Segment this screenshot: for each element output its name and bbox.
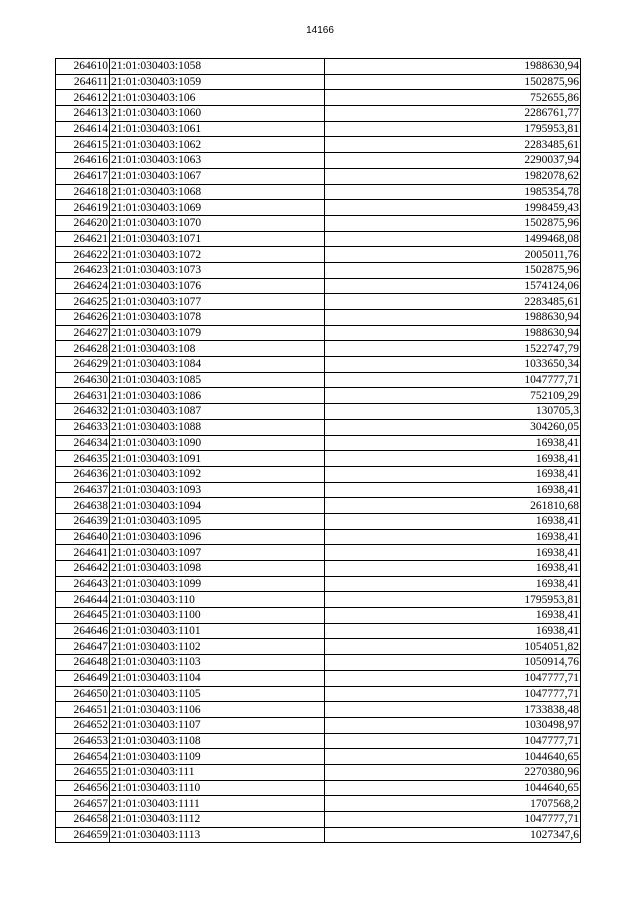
table-row (56, 137, 581, 153)
row-number-cell: 264643 (56, 576, 110, 592)
table-row (56, 435, 581, 451)
cadastral-number-cell: 21:01:030403:1111 (110, 796, 325, 812)
cadastral-value-cell: 1795953,81 (325, 121, 581, 137)
table-body (56, 59, 581, 843)
cadastral-number-cell: 21:01:030403:1095 (110, 513, 325, 529)
cadastral-number-cell: 21:01:030403:110 (110, 592, 325, 608)
table-row (56, 388, 581, 404)
cadastral-number-cell: 21:01:030403:1091 (110, 451, 325, 467)
cadastral-number-cell: 21:01:030403:1096 (110, 529, 325, 545)
row-number-cell: 264615 (56, 137, 110, 153)
cadastral-value-cell: 1044640,65 (325, 749, 581, 765)
row-number-cell: 264613 (56, 106, 110, 122)
row-number-cell: 264635 (56, 451, 110, 467)
cadastral-value-cell: 1499468,08 (325, 231, 581, 247)
cadastral-value-cell: 1988630,94 (325, 59, 581, 75)
cadastral-number-cell: 21:01:030403:1086 (110, 388, 325, 404)
row-number-cell: 264647 (56, 639, 110, 655)
cadastral-value-cell: 2005011,76 (325, 247, 581, 263)
table-row (56, 404, 581, 420)
row-number-cell: 264655 (56, 764, 110, 780)
cadastral-value-cell: 2290037,94 (325, 153, 581, 169)
cadastral-number-cell: 21:01:030403:108 (110, 341, 325, 357)
row-number-cell: 264651 (56, 702, 110, 718)
cadastral-number-cell: 21:01:030403:1092 (110, 466, 325, 482)
row-number-cell: 264648 (56, 655, 110, 671)
cadastral-number-cell: 21:01:030403:1059 (110, 74, 325, 90)
table-row (56, 608, 581, 624)
cadastral-number-cell: 21:01:030403:1068 (110, 184, 325, 200)
cadastral-number-cell: 21:01:030403:106 (110, 90, 325, 106)
cadastral-value-cell: 16938,41 (325, 482, 581, 498)
cadastral-number-cell: 21:01:030403:1103 (110, 655, 325, 671)
row-number-cell: 264620 (56, 215, 110, 231)
table-row (56, 482, 581, 498)
cadastral-value-cell: 1733838,48 (325, 702, 581, 718)
cadastral-value-cell: 16938,41 (325, 608, 581, 624)
row-number-cell: 264627 (56, 325, 110, 341)
cadastral-number-cell: 21:01:030403:1076 (110, 278, 325, 294)
cadastral-value-cell: 1574124,06 (325, 278, 581, 294)
cadastral-number-cell: 21:01:030403:1108 (110, 733, 325, 749)
cadastral-value-cell: 1707568,2 (325, 796, 581, 812)
row-number-cell: 264638 (56, 498, 110, 514)
table-row (56, 529, 581, 545)
table-row (56, 90, 581, 106)
row-number-cell: 264639 (56, 513, 110, 529)
cadastral-value-cell: 1522747,79 (325, 341, 581, 357)
cadastral-number-cell: 21:01:030403:1112 (110, 812, 325, 828)
table-row (56, 59, 581, 75)
cadastral-number-cell: 21:01:030403:1084 (110, 357, 325, 373)
row-number-cell: 264642 (56, 561, 110, 577)
table-row (56, 702, 581, 718)
cadastral-value-cell: 16938,41 (325, 513, 581, 529)
cadastral-number-cell: 21:01:030403:1079 (110, 325, 325, 341)
cadastral-number-cell: 21:01:030403:1063 (110, 153, 325, 169)
table-row (56, 184, 581, 200)
cadastral-value-cell: 2283485,61 (325, 137, 581, 153)
row-number-cell: 264649 (56, 670, 110, 686)
cadastral-number-cell: 21:01:030403:1085 (110, 372, 325, 388)
cadastral-number-cell: 21:01:030403:1073 (110, 262, 325, 278)
table-row (56, 153, 581, 169)
row-number-cell: 264625 (56, 294, 110, 310)
cadastral-value-cell: 1998459,43 (325, 200, 581, 216)
table-row (56, 655, 581, 671)
row-number-cell: 264622 (56, 247, 110, 263)
table-row (56, 796, 581, 812)
row-number-cell: 264612 (56, 90, 110, 106)
cadastral-number-cell: 21:01:030403:1106 (110, 702, 325, 718)
table-row (56, 200, 581, 216)
cadastral-number-cell: 21:01:030403:1099 (110, 576, 325, 592)
row-number-cell: 264659 (56, 827, 110, 843)
cadastral-number-cell: 21:01:030403:1061 (110, 121, 325, 137)
cadastral-number-cell: 21:01:030403:1087 (110, 404, 325, 420)
cadastral-value-cell: 1047777,71 (325, 670, 581, 686)
cadastral-number-cell: 21:01:030403:1058 (110, 59, 325, 75)
table-row (56, 325, 581, 341)
cadastral-number-cell: 21:01:030403:1093 (110, 482, 325, 498)
table-row (56, 749, 581, 765)
table-row (56, 294, 581, 310)
row-number-cell: 264654 (56, 749, 110, 765)
cadastral-number-cell: 21:01:030403:1113 (110, 827, 325, 843)
table-row (56, 513, 581, 529)
table-row (56, 717, 581, 733)
table-row (56, 686, 581, 702)
table-row (56, 231, 581, 247)
cadastral-value-cell: 16938,41 (325, 451, 581, 467)
cadastral-value-cell: 16938,41 (325, 545, 581, 561)
cadastral-number-cell: 21:01:030403:1071 (110, 231, 325, 247)
cadastral-number-cell: 21:01:030403:1097 (110, 545, 325, 561)
row-number-cell: 264618 (56, 184, 110, 200)
cadastral-value-cell: 1044640,65 (325, 780, 581, 796)
cadastral-value-cell: 1502875,96 (325, 262, 581, 278)
row-number-cell: 264628 (56, 341, 110, 357)
row-number-cell: 264650 (56, 686, 110, 702)
cadastral-value-cell: 1988630,94 (325, 310, 581, 326)
cadastral-value-cell: 16938,41 (325, 576, 581, 592)
table-row (56, 215, 581, 231)
row-number-cell: 264645 (56, 608, 110, 624)
table-row (56, 372, 581, 388)
cadastral-value-cell: 16938,41 (325, 466, 581, 482)
cadastral-number-cell: 21:01:030403:1069 (110, 200, 325, 216)
row-number-cell: 264630 (56, 372, 110, 388)
table-row (56, 310, 581, 326)
cadastral-value-cell: 16938,41 (325, 561, 581, 577)
row-number-cell: 264640 (56, 529, 110, 545)
row-number-cell: 264632 (56, 404, 110, 420)
cadastral-value-cell: 1050914,76 (325, 655, 581, 671)
row-number-cell: 264636 (56, 466, 110, 482)
table-row (56, 451, 581, 467)
cadastral-number-cell: 21:01:030403:1105 (110, 686, 325, 702)
table-row (56, 827, 581, 843)
cadastral-number-cell: 21:01:030403:1060 (110, 106, 325, 122)
cadastral-number-cell: 21:01:030403:1109 (110, 749, 325, 765)
row-number-cell: 264646 (56, 623, 110, 639)
table-row (56, 466, 581, 482)
cadastral-value-cell: 2270380,96 (325, 764, 581, 780)
table-row (56, 74, 581, 90)
cadastral-number-cell: 21:01:030403:111 (110, 764, 325, 780)
cadastral-value-table (55, 58, 581, 843)
cadastral-number-cell: 21:01:030403:1094 (110, 498, 325, 514)
row-number-cell: 264614 (56, 121, 110, 137)
cadastral-value-cell: 752109,29 (325, 388, 581, 404)
table-row (56, 592, 581, 608)
row-number-cell: 264610 (56, 59, 110, 75)
row-number-cell: 264629 (56, 357, 110, 373)
cadastral-number-cell: 21:01:030403:1072 (110, 247, 325, 263)
cadastral-value-cell: 261810,68 (325, 498, 581, 514)
table-row (56, 498, 581, 514)
cadastral-number-cell: 21:01:030403:1102 (110, 639, 325, 655)
table-row (56, 419, 581, 435)
row-number-cell: 264624 (56, 278, 110, 294)
table-row (56, 812, 581, 828)
cadastral-number-cell: 21:01:030403:1077 (110, 294, 325, 310)
row-number-cell: 264637 (56, 482, 110, 498)
cadastral-value-cell: 16938,41 (325, 623, 581, 639)
cadastral-value-cell: 1047777,71 (325, 372, 581, 388)
cadastral-number-cell: 21:01:030403:1110 (110, 780, 325, 796)
table-row (56, 670, 581, 686)
cadastral-number-cell: 21:01:030403:1101 (110, 623, 325, 639)
row-number-cell: 264621 (56, 231, 110, 247)
cadastral-value-cell: 1047777,71 (325, 812, 581, 828)
row-number-cell: 264657 (56, 796, 110, 812)
row-number-cell: 264626 (56, 310, 110, 326)
cadastral-number-cell: 21:01:030403:1088 (110, 419, 325, 435)
cadastral-number-cell: 21:01:030403:1107 (110, 717, 325, 733)
cadastral-value-cell: 1988630,94 (325, 325, 581, 341)
cadastral-number-cell: 21:01:030403:1070 (110, 215, 325, 231)
cadastral-value-cell: 2283485,61 (325, 294, 581, 310)
table-row (56, 764, 581, 780)
table-row (56, 733, 581, 749)
cadastral-value-cell: 1027347,6 (325, 827, 581, 843)
cadastral-value-cell: 16938,41 (325, 529, 581, 545)
table-row (56, 247, 581, 263)
row-number-cell: 264653 (56, 733, 110, 749)
cadastral-number-cell: 21:01:030403:1067 (110, 168, 325, 184)
table-row (56, 545, 581, 561)
row-number-cell: 264658 (56, 812, 110, 828)
table-row (56, 576, 581, 592)
row-number-cell: 264611 (56, 74, 110, 90)
row-number-cell: 264652 (56, 717, 110, 733)
cadastral-value-cell: 1502875,96 (325, 74, 581, 90)
cadastral-number-cell: 21:01:030403:1104 (110, 670, 325, 686)
cadastral-value-cell: 2286761,77 (325, 106, 581, 122)
cadastral-number-cell: 21:01:030403:1100 (110, 608, 325, 624)
table-row (56, 106, 581, 122)
cadastral-value-cell: 1985354,78 (325, 184, 581, 200)
cadastral-value-cell: 130705,3 (325, 404, 581, 420)
row-number-cell: 264631 (56, 388, 110, 404)
table-row (56, 168, 581, 184)
row-number-cell: 264619 (56, 200, 110, 216)
table-row (56, 780, 581, 796)
row-number-cell: 264633 (56, 419, 110, 435)
page-number: 14166 (306, 25, 334, 36)
row-number-cell: 264623 (56, 262, 110, 278)
cadastral-value-cell: 752655,86 (325, 90, 581, 106)
cadastral-number-cell: 21:01:030403:1078 (110, 310, 325, 326)
row-number-cell: 264616 (56, 153, 110, 169)
cadastral-value-cell: 1030498,97 (325, 717, 581, 733)
row-number-cell: 264634 (56, 435, 110, 451)
table-row (56, 341, 581, 357)
cadastral-value-cell: 1047777,71 (325, 686, 581, 702)
table-row (56, 121, 581, 137)
table-row (56, 357, 581, 373)
table-row (56, 278, 581, 294)
cadastral-value-cell: 1047777,71 (325, 733, 581, 749)
table-row (56, 639, 581, 655)
table-row (56, 262, 581, 278)
cadastral-value-cell: 1982078,62 (325, 168, 581, 184)
row-number-cell: 264656 (56, 780, 110, 796)
row-number-cell: 264617 (56, 168, 110, 184)
row-number-cell: 264641 (56, 545, 110, 561)
cadastral-value-cell: 1054051,82 (325, 639, 581, 655)
cadastral-number-cell: 21:01:030403:1062 (110, 137, 325, 153)
table-row (56, 623, 581, 639)
cadastral-number-cell: 21:01:030403:1098 (110, 561, 325, 577)
table-row (56, 561, 581, 577)
row-number-cell: 264644 (56, 592, 110, 608)
cadastral-value-cell: 1033650,34 (325, 357, 581, 373)
cadastral-value-cell: 304260,05 (325, 419, 581, 435)
cadastral-value-cell: 1502875,96 (325, 215, 581, 231)
cadastral-value-cell: 1795953,81 (325, 592, 581, 608)
cadastral-number-cell: 21:01:030403:1090 (110, 435, 325, 451)
cadastral-value-cell: 16938,41 (325, 435, 581, 451)
